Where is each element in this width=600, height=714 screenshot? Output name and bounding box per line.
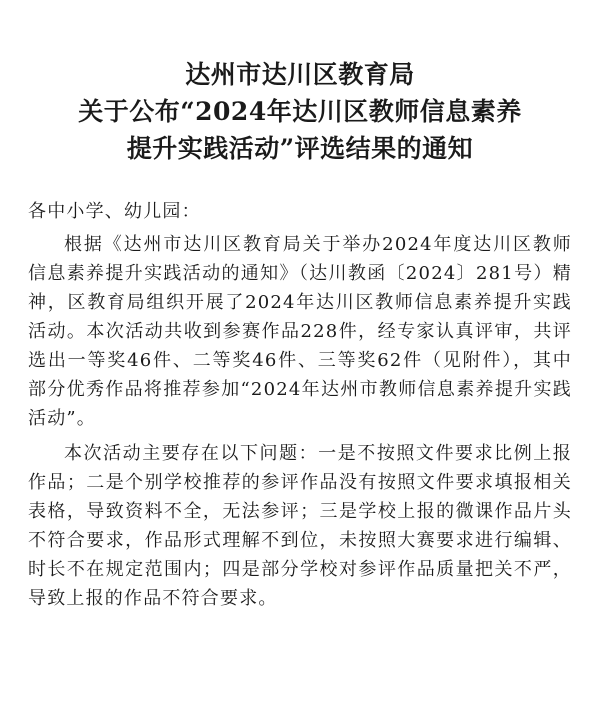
paragraph-basis: 根据《达州市达川区教育局关于举办2024年度达川区教师信息素养提升实践活动的通知》（达川教函〔2024〕281号）精神，区教育局组织开展了2024年达川区教师信息素养提升实践活动。本次活动共收到参赛作品228件，经专家认真评审，共评选出一等奖46件、二等奖46件、三等奖62件（见附件），其中部分优秀作品将推荐参加“2024年达州市教师信息素养提升实践活动”。	[28, 234, 572, 429]
title-line-2: 关于公布“2024年达川区教师信息素养	[78, 97, 522, 126]
title-line-3: 提升实践活动”评选结果的通知	[126, 134, 474, 163]
document-body	[28, 197, 572, 613]
salutation: 各中小学、幼儿园：	[28, 201, 201, 222]
title-line-1: 达州市达川区教育局	[185, 60, 415, 89]
document-title	[28, 56, 572, 167]
paragraph-issues: 本次活动主要存在以下问题：一是不按照文件要求比例上报作品；二是个别学校推荐的参评作品没有按照文件要求填报相关表格，导致资料不全，无法参评；三是学校上报的微课作品片头不符合要求，作品形式理解不到位，未按照大赛要求进行编辑、时长不在规定范围内；四是部分学校对参评作品质量把关不严，导致上报的作品不符合要求。	[28, 443, 572, 609]
